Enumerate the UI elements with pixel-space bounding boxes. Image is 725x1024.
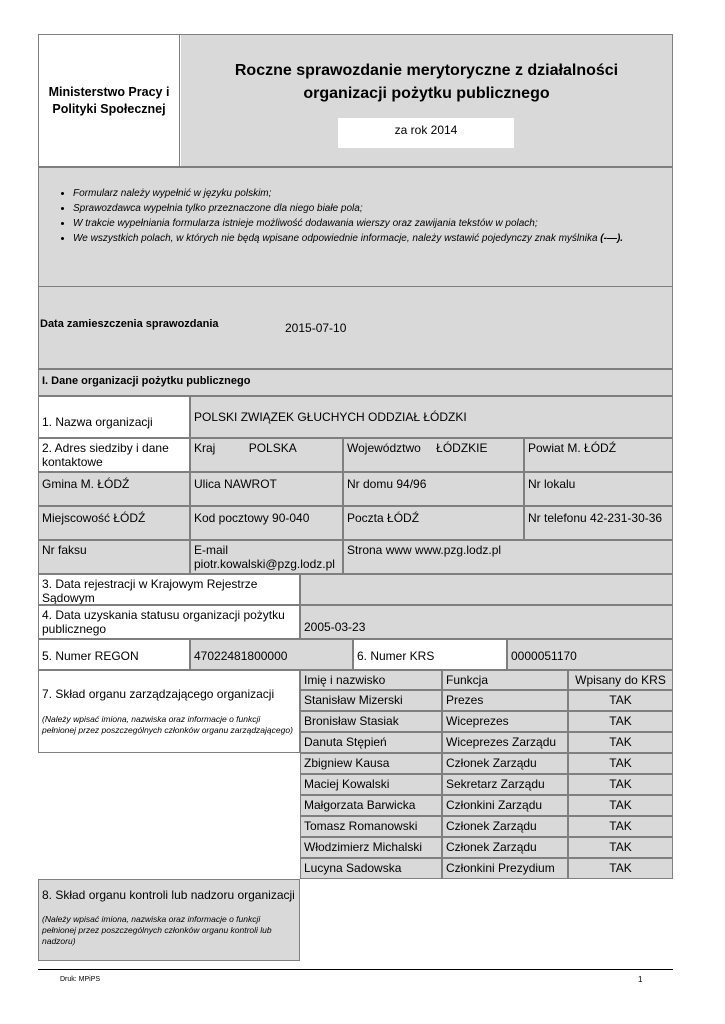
- board-member-name[interactable]: Zbigniew Kausa: [300, 753, 442, 774]
- board-member-name[interactable]: Włodzimierz Michalski: [300, 837, 442, 858]
- address-label: 2. Adres siedziby i dane kontaktowe: [38, 438, 190, 472]
- board-member-function[interactable]: Członek Zarządu: [442, 837, 568, 858]
- instruction-item: • Sprawozdawca wypełnia tylko przeznaczone dla niego białe pola;: [73, 201, 693, 216]
- instruction-item: • We wszystkich polach, w których nie będą wpisane odpowiednie informacje, należy wstawić pojedynczy znak myślnika (-—).: [73, 231, 693, 246]
- board-member-name[interactable]: Maciej Kowalski: [300, 774, 442, 795]
- board-member-krs[interactable]: TAK: [568, 732, 673, 753]
- footer-print: Druk: MPiPS: [60, 976, 101, 983]
- board-header-function: Funkcja: [442, 670, 568, 690]
- board-member-krs[interactable]: TAK: [568, 711, 673, 732]
- supervision-label-box: [38, 879, 300, 961]
- country-field[interactable]: [190, 438, 343, 472]
- board-member-name[interactable]: Lucyna Sadowska: [300, 858, 442, 879]
- status-date-value[interactable]: 2005-03-23: [300, 605, 673, 639]
- instructions-list: [55, 186, 693, 246]
- regon-label: 5. Numer REGON: [38, 639, 190, 670]
- apartment-number-field[interactable]: Nr lokalu: [524, 472, 673, 506]
- krs-registration-label: 3. Data rejestracji w Krajowym Rejestrze Sądowym: [38, 574, 300, 605]
- board-label: 7. Skład organu zarządzającego organizacji: [42, 687, 275, 701]
- board-member-function[interactable]: Wiceprezes Zarządu: [442, 732, 568, 753]
- publication-date[interactable]: 2015-07-10: [285, 321, 347, 335]
- status-date-label: 4. Data uzyskania statusu organizacji pożytku publicznego: [38, 605, 300, 639]
- footer-rule: [38, 969, 673, 970]
- board-member-function[interactable]: Członek Zarządu: [442, 816, 568, 837]
- board-label-box: [38, 670, 300, 753]
- board-header-krs: Wpisany do KRS: [568, 670, 673, 690]
- instruction-item: • Formularz należy wypełnić w języku polskim;: [73, 186, 693, 201]
- report-title-line2: organizacji pożytku publicznego: [303, 85, 550, 102]
- board-member-krs[interactable]: TAK: [568, 795, 673, 816]
- board-member-name[interactable]: Tomasz Romanowski: [300, 816, 442, 837]
- board-member-function[interactable]: Sekretarz Zarządu: [442, 774, 568, 795]
- krs-number-label: 6. Numer KRS: [353, 639, 507, 670]
- board-member-name[interactable]: Bronisław Stasiak: [300, 711, 442, 732]
- board-member-krs[interactable]: TAK: [568, 690, 673, 711]
- board-member-krs[interactable]: TAK: [568, 858, 673, 879]
- year-field[interactable]: za rok 2014: [338, 118, 514, 148]
- regon-value[interactable]: 47022481800000: [190, 639, 353, 670]
- report-title-line1: Roczne sprawozdanie merytoryczne z działalności: [234, 62, 619, 79]
- board-header-name: Imię i nazwisko: [300, 670, 442, 690]
- fax-field[interactable]: Nr faksu: [38, 540, 190, 574]
- board-member-name[interactable]: Małgorzata Barwicka: [300, 795, 442, 816]
- board-member-function[interactable]: Członek Zarządu: [442, 753, 568, 774]
- country-value: POLSKA: [248, 441, 297, 455]
- org-name-label: 1. Nazwa organizacji: [38, 396, 190, 438]
- board-member-name[interactable]: Stanisław Mizerski: [300, 690, 442, 711]
- voivodeship-field[interactable]: [343, 438, 524, 472]
- ministry-name: Ministerstwo Pracy i Polityki Społecznej: [48, 85, 170, 116]
- voivodeship-label: Województwo: [347, 441, 421, 455]
- board-note: (Należy wpisać imiona, nazwiska oraz informacje o funkcji pełnionej przez poszczególnych członków organu zarządzającego): [42, 714, 293, 735]
- krs-number-value[interactable]: 0000051170: [507, 639, 673, 670]
- supervision-label: 8. Skład organu kontroli lub nadzoru organizacji: [42, 888, 295, 902]
- supervision-note: (Należy wpisać imiona, nazwiska oraz informacje o funkcji pełnionej przez poszczególnych członków organu kontroli lub nadzoru): [42, 914, 272, 946]
- board-member-function[interactable]: Członkini Zarządu: [442, 795, 568, 816]
- website-field[interactable]: Strona www www.pzg.lodz.pl: [343, 540, 673, 574]
- krs-registration-value[interactable]: [300, 574, 673, 605]
- board-member-krs[interactable]: TAK: [568, 774, 673, 795]
- email-field[interactable]: [190, 540, 343, 574]
- board-member-function[interactable]: Członkini Prezydium: [442, 858, 568, 879]
- board-member-function[interactable]: Prezes: [442, 690, 568, 711]
- street-field[interactable]: Ulica NAWROT: [190, 472, 343, 506]
- board-member-krs[interactable]: TAK: [568, 753, 673, 774]
- instruction-item: • W trakcie wypełniania formularza istnieje możliwość dodawania wierszy oraz zawijania tekstów w polach;: [73, 216, 693, 231]
- section-1-title: I. Dane organizacji pożytku publicznego: [38, 369, 673, 396]
- phone-field[interactable]: Nr telefonu 42-231-30-36: [524, 506, 673, 540]
- email-value: piotr.kowalski@pzg.lodz.pl: [194, 557, 335, 571]
- post-office-field[interactable]: Poczta ŁÓDŹ: [343, 506, 524, 540]
- voivodeship-value: ŁÓDZKIE: [436, 441, 488, 455]
- postal-code-field[interactable]: Kod pocztowy 90-040: [190, 506, 343, 540]
- dash-mark: (-—).: [600, 233, 624, 244]
- house-number-field[interactable]: Nr domu 94/96: [343, 472, 524, 506]
- country-label: Kraj: [194, 441, 216, 455]
- board-member-krs[interactable]: TAK: [568, 837, 673, 858]
- board-member-function[interactable]: Wiceprezes: [442, 711, 568, 732]
- board-member-krs[interactable]: TAK: [568, 816, 673, 837]
- city-field[interactable]: Miejscowość ŁÓDŹ: [38, 506, 190, 540]
- county-field[interactable]: Powiat M. ŁÓDŹ: [524, 438, 673, 472]
- org-name-value[interactable]: POLSKI ZWIĄZEK GŁUCHYCH ODDZIAŁ ŁÓDZKI: [190, 396, 673, 438]
- page-number: 1: [638, 975, 643, 984]
- commune-field[interactable]: Gmina M. ŁÓDŹ: [38, 472, 190, 506]
- board-member-name[interactable]: Danuta Stępień: [300, 732, 442, 753]
- publication-label: Data zamieszczenia sprawozdania: [40, 318, 219, 330]
- email-label: E-mail: [194, 543, 229, 557]
